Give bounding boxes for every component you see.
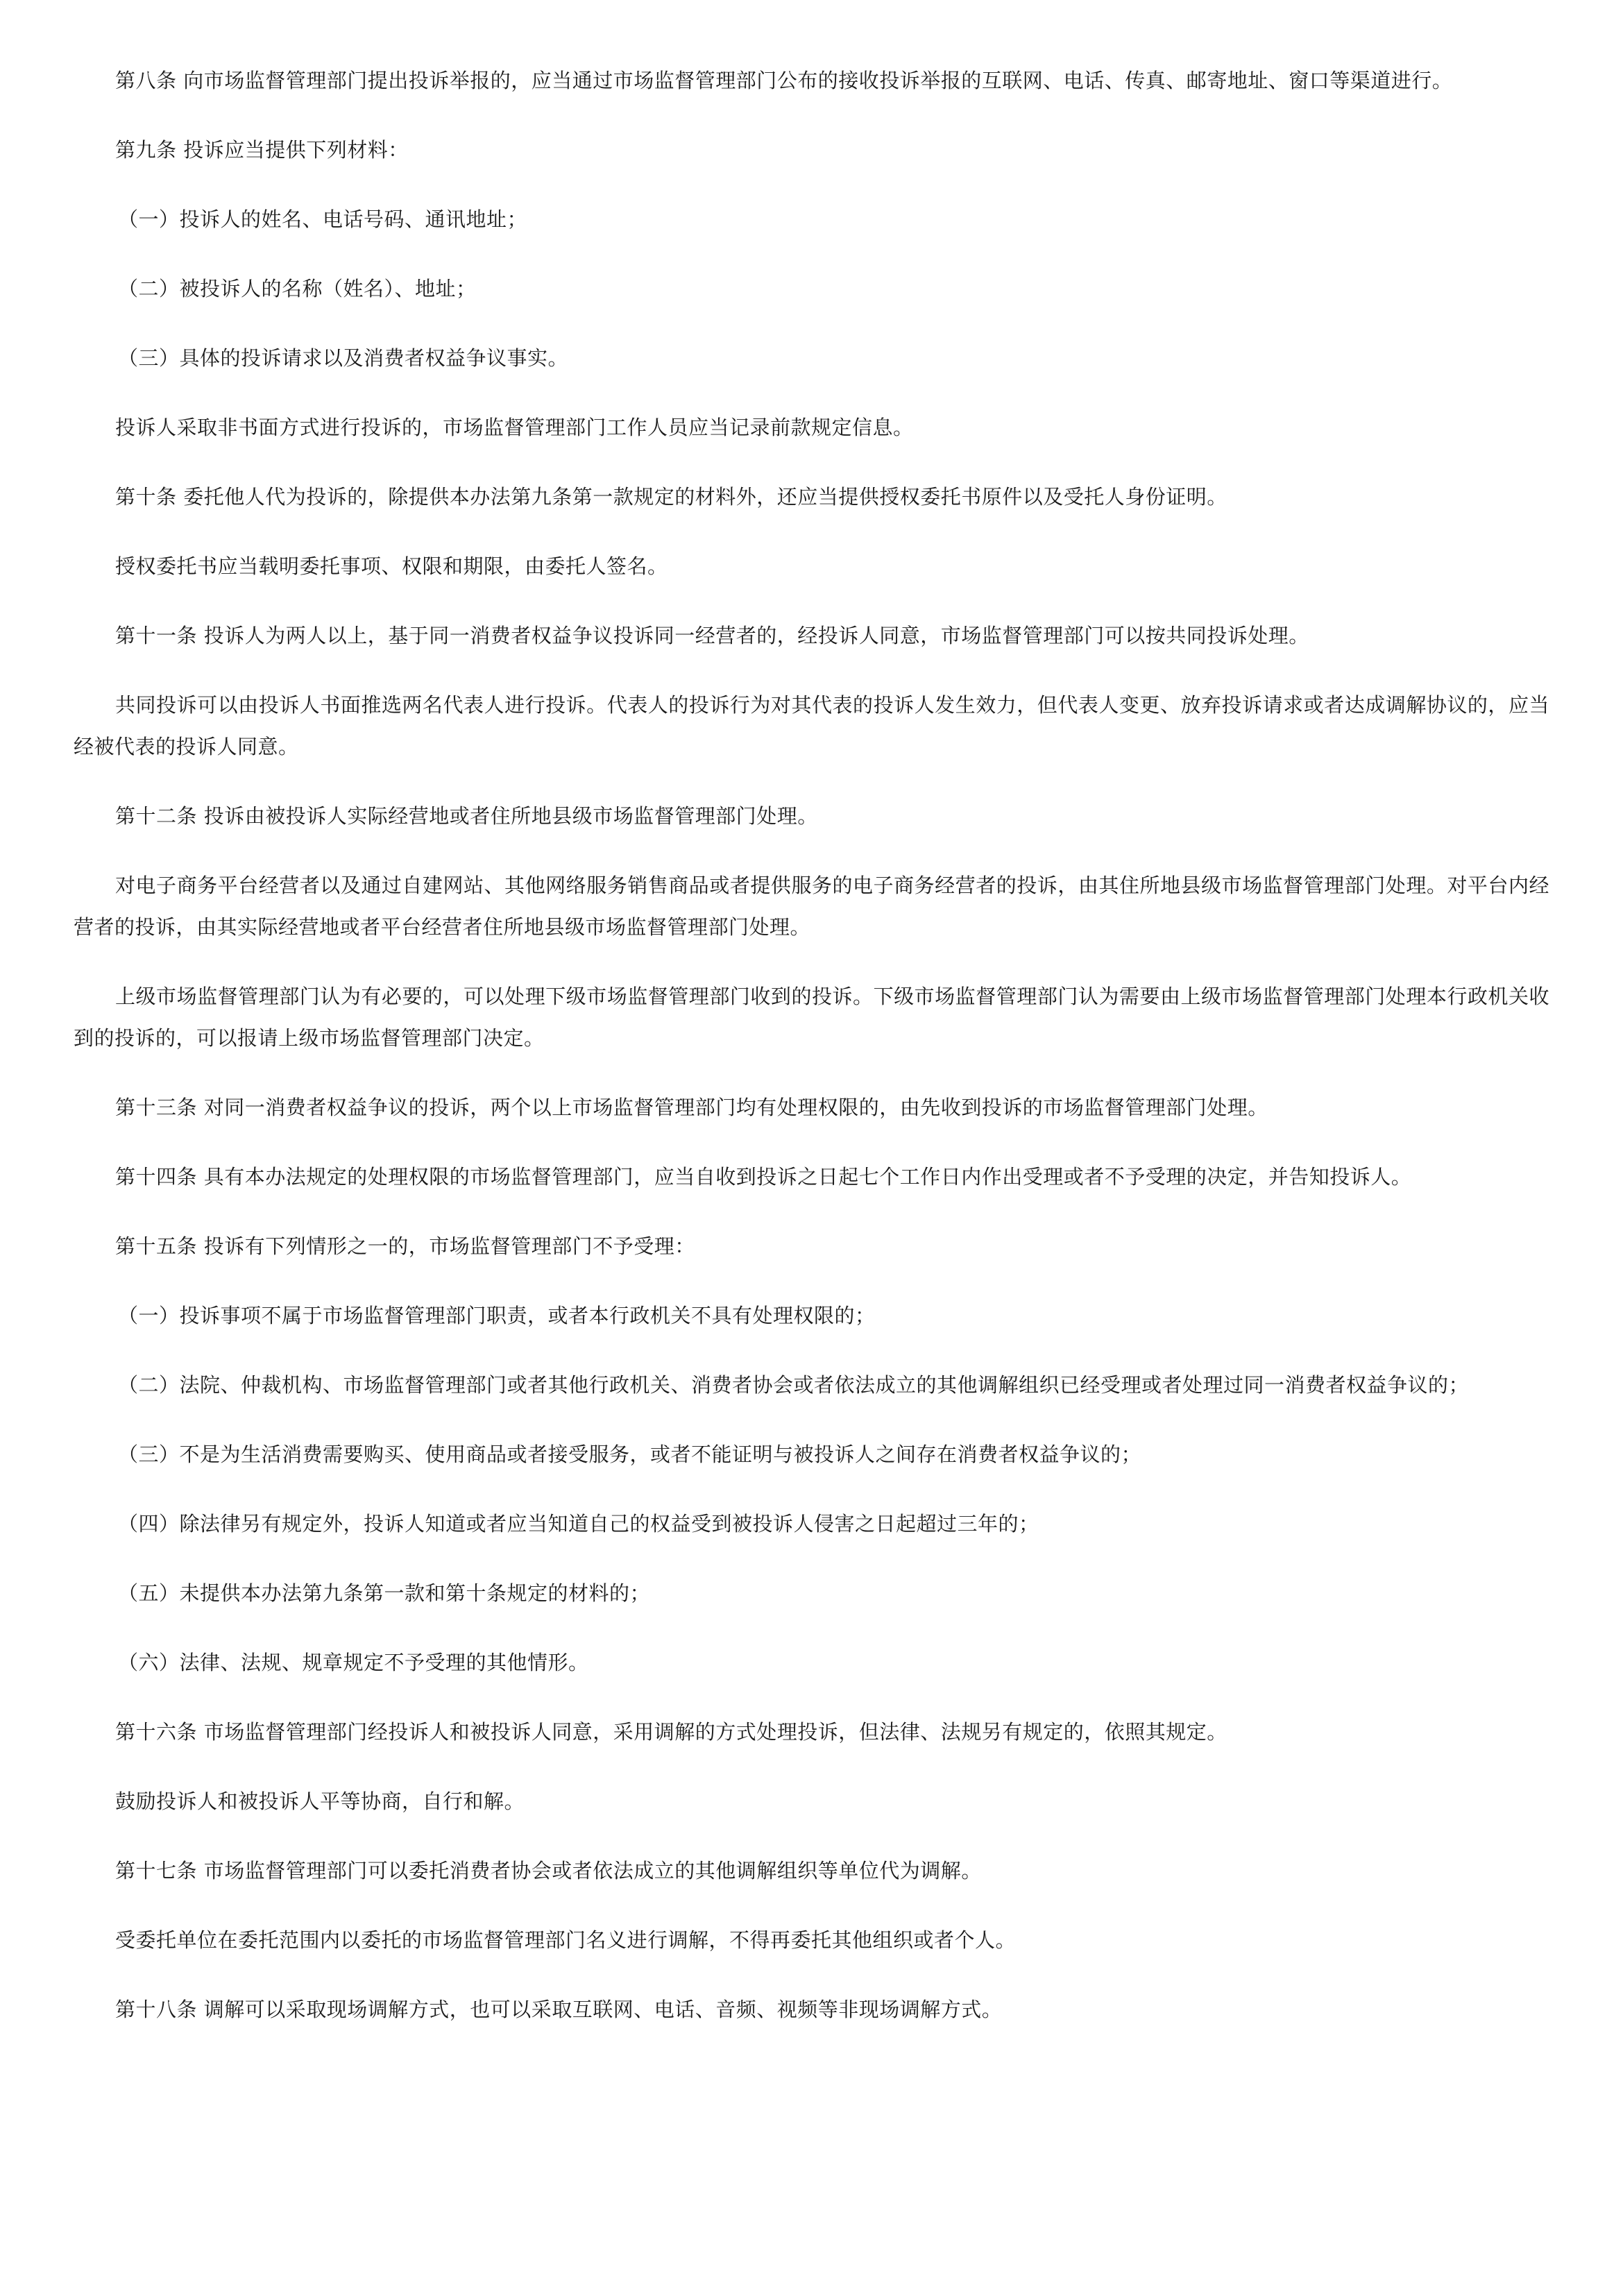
paragraph-article-15-item-3: （三）不是为生活消费需要购买、使用商品或者接受服务，或者不能证明与被投诉人之间存在消费者权益争议的；: [118, 1443, 1142, 1466]
paragraph-article-15: 第十五条 投诉有下列情形之一的，市场监督管理部门不予受理：: [115, 1234, 695, 1258]
paragraph-article-12-clause-3: 上级市场监督管理部门认为有必要的，可以处理下级市场监督管理部门收到的投诉。下级市场监督管理部门认为需要由上级市场监督管理部门处理本行政机关收到的投诉的，可以报请上级市场监督管理部门决定。: [74, 985, 1549, 1050]
paragraph-article-9: 第九条 投诉应当提供下列材料：: [115, 138, 409, 162]
paragraph-article-13: 第十三条 对同一消费者权益争议的投诉，两个以上市场监督管理部门均有处理权限的，由先收到投诉的市场监督管理部门处理。: [115, 1096, 1268, 1119]
paragraph-article-15-item-1: （一）投诉事项不属于市场监督管理部门职责，或者本行政机关不具有处理权限的；: [118, 1304, 876, 1327]
paragraph-article-9-item-3: （三）具体的投诉请求以及消费者权益争议事实。: [118, 346, 569, 370]
paragraph-article-15-item-6: （六）法律、法规、规章规定不予受理的其他情形。: [118, 1651, 589, 1674]
paragraph-article-10-clause-2: 授权委托书应当载明委托事项、权限和期限，由委托人签名。: [115, 554, 668, 578]
paragraph-article-14: 第十四条 具有本办法规定的处理权限的市场监督管理部门，应当自收到投诉之日起七个工作日内作出受理或者不予受理的决定，并告知投诉人。: [115, 1165, 1412, 1189]
paragraph-article-10: 第十条 委托他人代为投诉的，除提供本办法第九条第一款规定的材料外，还应当提供授权委托书原件以及受托人身份证明。: [115, 485, 1227, 509]
paragraph-article-12: 第十二条 投诉由被投诉人实际经营地或者住所地县级市场监督管理部门处理。: [115, 804, 818, 828]
paragraph-article-11-clause-2: 共同投诉可以由投诉人书面推选两名代表人进行投诉。代表人的投诉行为对其代表的投诉人发生效力，但代表人变更、放弃投诉请求或者达成调解协议的，应当经被代表的投诉人同意。: [74, 693, 1549, 758]
paragraph-article-17: 第十七条 市场监督管理部门可以委托消费者协会或者依法成立的其他调解组织等单位代为调解。: [115, 1859, 982, 1882]
paragraph-article-17-clause-2: 受委托单位在委托范围内以委托的市场监督管理部门名义进行调解，不得再委托其他组织或者个人。: [115, 1928, 1017, 1952]
paragraph-article-8: 第八条 向市场监督管理部门提出投诉举报的，应当通过市场监督管理部门公布的接收投诉举报的互联网、电话、传真、邮寄地址、窗口等渠道进行。: [115, 69, 1453, 92]
paragraph-article-16: 第十六条 市场监督管理部门经投诉人和被投诉人同意，采用调解的方式处理投诉，但法律、法规另有规定的，依照其规定。: [115, 1720, 1227, 1744]
paragraph-article-15-item-5: （五）未提供本办法第九条第一款和第十条规定的材料的；: [118, 1581, 651, 1605]
paragraph-article-15-item-2: （二）法院、仲裁机构、市场监督管理部门或者其他行政机关、消费者协会或者依法成立的其他调解组织已经受理或者处理过同一消费者权益争议的；: [118, 1373, 1470, 1397]
paragraph-article-15-item-4: （四）除法律另有规定外，投诉人知道或者应当知道自己的权益受到被投诉人侵害之日起超过三年的；: [118, 1512, 1039, 1536]
paragraph-article-9-item-2: （二）被投诉人的名称（姓名）、地址；: [118, 277, 477, 300]
paragraph-article-9-item-1: （一）投诉人的姓名、电话号码、通讯地址；: [118, 207, 528, 231]
paragraph-article-16-clause-2: 鼓励投诉人和被投诉人平等协商，自行和解。: [115, 1789, 525, 1813]
paragraph-article-12-clause-2: 对电子商务平台经营者以及通过自建网站、其他网络服务销售商品或者提供服务的电子商务经营者的投诉，由其住所地县级市场监督管理部门处理。对平台内经营者的投诉，由其实际经营地或者平台经营者住所地县级市场监督管理部门处理。: [74, 874, 1549, 939]
paragraph-article-11: 第十一条 投诉人为两人以上，基于同一消费者权益争议投诉同一经营者的，经投诉人同意，市场监督管理部门可以按共同投诉处理。: [115, 624, 1309, 647]
paragraph-article-9-clause-2: 投诉人采取非书面方式进行投诉的，市场监督管理部门工作人员应当记录前款规定信息。: [115, 416, 914, 439]
paragraph-article-18: 第十八条 调解可以采取现场调解方式，也可以采取互联网、电话、音频、视频等非现场调解方式。: [115, 1998, 1003, 2021]
